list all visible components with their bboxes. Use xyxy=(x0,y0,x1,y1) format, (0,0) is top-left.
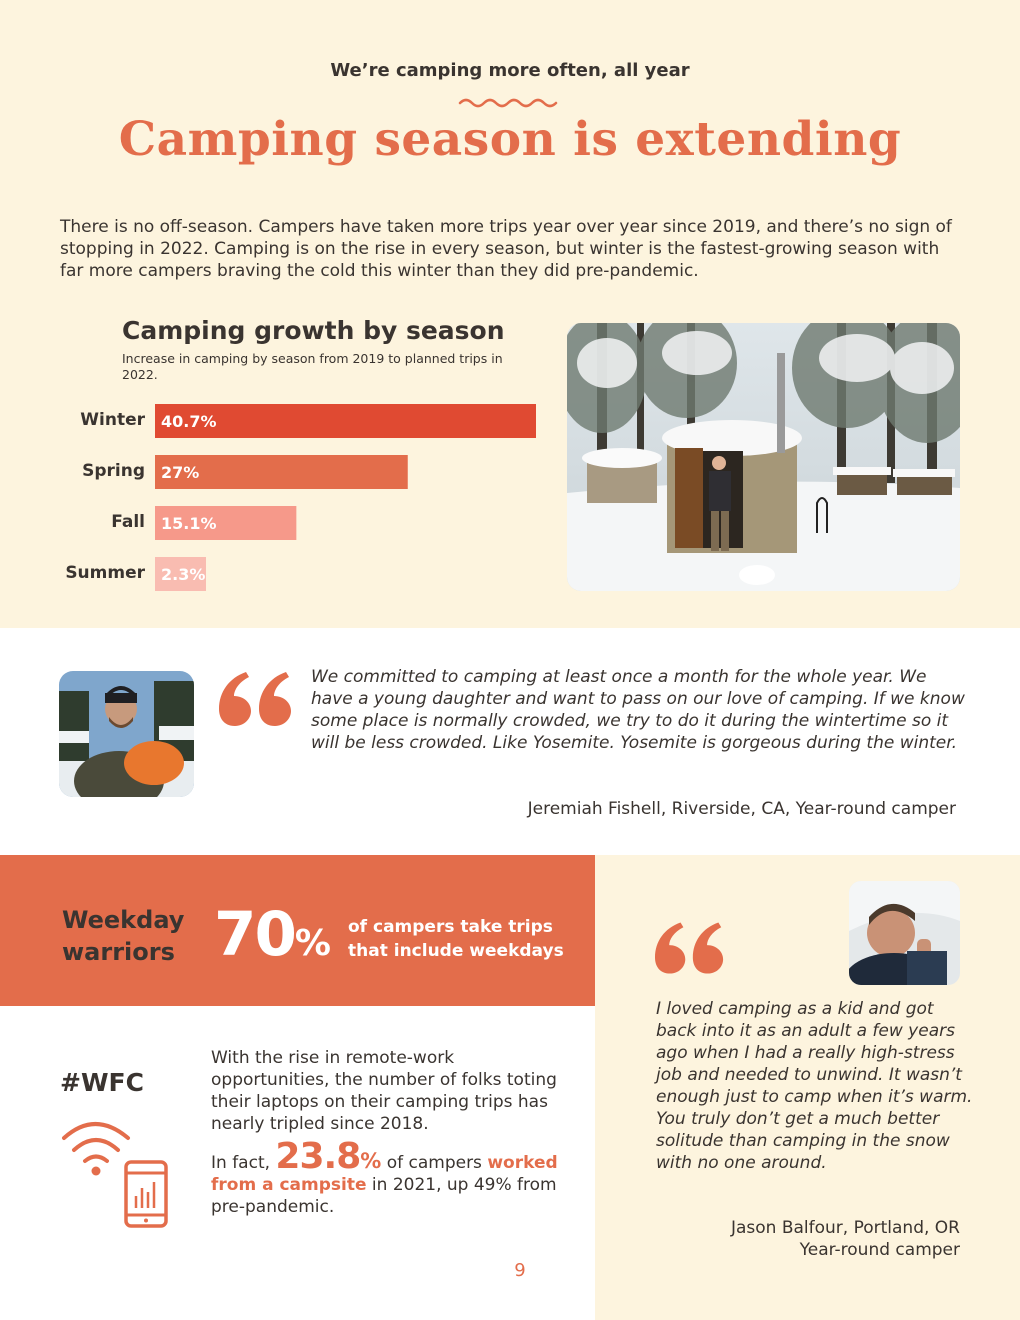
wifi-phone-icon xyxy=(58,1116,173,1231)
intro-paragraph: There is no off-season. Campers have taken more trips year over year since 2019, and there’s no sign of stopping in 2022. Camping is on the rise in every season, but winter is the fastest-growing season with far more campers braving the cold this winter than they did pre-pandemic. xyxy=(60,217,952,281)
wfc-p2-suffix: in 2021, up 49% from pre-pandemic. xyxy=(211,1175,557,1217)
quote-section-2 xyxy=(595,855,1020,1320)
wfc-p2-prefix: In fact, xyxy=(211,1153,276,1173)
yurt-photo xyxy=(567,323,960,591)
wfc-p2-mid: of campers xyxy=(381,1153,488,1173)
wfc-paragraph-2 xyxy=(211,1136,571,1218)
avatar-jason xyxy=(849,881,960,985)
bar-category-label: Winter xyxy=(80,410,145,430)
bar-value-label: 15.1% xyxy=(161,514,217,533)
quote-mark-icon-2 xyxy=(655,921,725,975)
quote-mark-icon xyxy=(219,672,293,726)
quote-section-1 xyxy=(0,628,1020,855)
weekday-stat-number: 70 xyxy=(214,899,295,970)
bar-category-label: Summer xyxy=(65,563,145,583)
weekday-warriors-band xyxy=(0,855,595,1006)
quote-1-text: We committed to camping at least once a month for the whole year. We have a young daughter and want to pass on our love of camping. If we know some place is normally crowded, we try to do it during the wintertime so it will be less crowded. Like Yosemite. Yosemite is gorgeous during the winter. xyxy=(311,667,965,753)
wfc-hashtag: #WFC xyxy=(60,1068,144,1097)
quote-2-text: I loved camping as a kid and got back into it as an adult a few years ago when I had a really high-stress job and needed to unwind. It wasn’t enough just to camp when it’s warm. You truly don’t get a much better solitude than camping in the snow with no one around. xyxy=(656,999,973,1173)
wfc-paragraph-1: With the rise in remote-work opportunities, the number of folks toting their laptops on their camping trips has nearly tripled since 2018. xyxy=(211,1048,557,1134)
page-headline: Camping season is extending xyxy=(118,112,902,167)
weekday-warriors-label: Weekday warriors xyxy=(62,906,185,966)
kicker: We’re camping more often, all year xyxy=(330,60,690,81)
wfc-highlight: worked from a campsite xyxy=(211,1153,558,1195)
quote-2-attribution-name: Jason Balfour, Portland, OR xyxy=(730,1218,960,1238)
wfc-big-stat: 23.8 xyxy=(275,1136,361,1177)
bar-category-label: Spring xyxy=(82,461,145,481)
bar-value-label: 2.3% xyxy=(161,565,206,584)
weekday-stat xyxy=(214,899,331,970)
wfc-big-stat-percent: % xyxy=(360,1149,382,1173)
bar-value-label: 27% xyxy=(161,463,200,482)
quote-1-attribution: Jeremiah Fishell, Riverside, CA, Year-round camper xyxy=(527,799,956,819)
bar-category-label: Fall xyxy=(111,512,145,532)
chart-subtitle: Increase in camping by season from 2019 to planned trips in 2022. xyxy=(122,351,503,382)
top-section xyxy=(0,0,1020,628)
chart-title: Camping growth by season xyxy=(122,316,505,345)
wfc-section xyxy=(0,1006,595,1320)
quote-2-attribution-role: Year-round camper xyxy=(799,1240,960,1260)
weekday-stat-description: of campers take trips that include weekdays xyxy=(348,917,564,961)
quote-2-attribution xyxy=(656,1217,960,1261)
avatar-jeremiah xyxy=(59,671,194,797)
squiggle-divider xyxy=(458,95,562,109)
page-number: 9 xyxy=(514,1260,526,1281)
weekday-stat-percent: % xyxy=(294,923,331,964)
season-growth-chart xyxy=(0,390,560,600)
bar-value-label: 40.7% xyxy=(161,412,217,431)
